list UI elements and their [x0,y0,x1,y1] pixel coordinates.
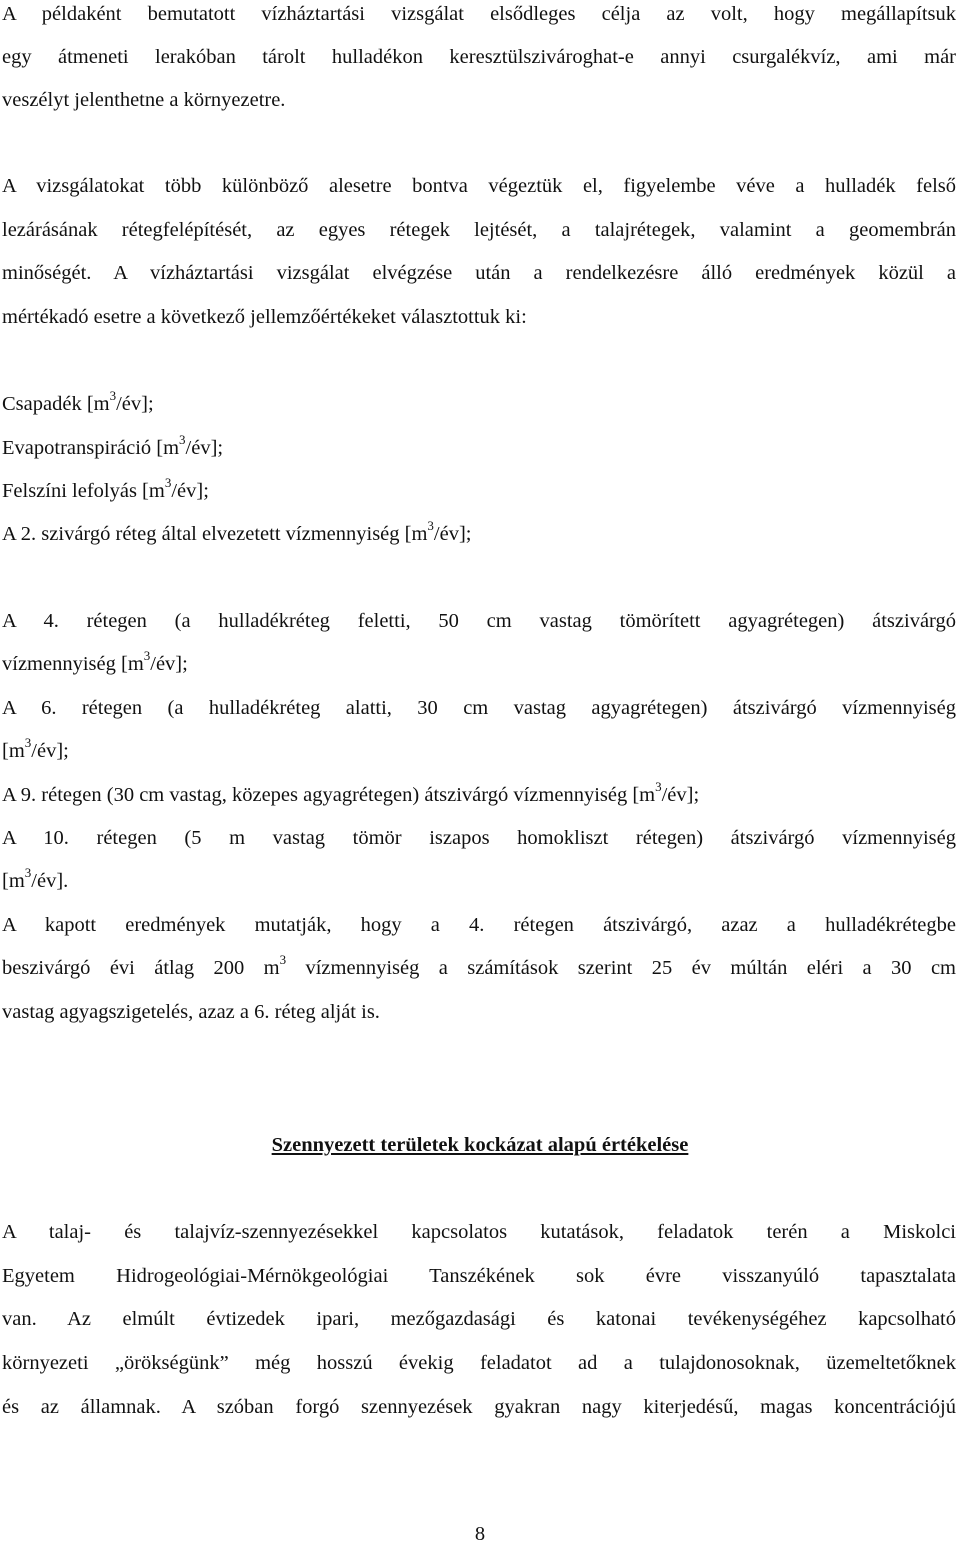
list-item-text: A 9. rétegen (30 cm vastag, közepes agyagrétegen) átszivárgó vízmennyiség [m [2,784,656,806]
list-item-unit: /év]; [116,393,154,415]
list-item-line [2,779,956,807]
paragraph-4-line-1: A talaj- és talajvíz-szennyezésekkel kapcsolatos kutatások, feladatok terén a Miskolci [2,1221,956,1243]
paragraph-4-line-2: Egyetem Hidrogeológiai-Mérnökgeológiai Tanszékének sok évre visszanyúló tapasztalata [2,1265,956,1287]
list-item-line: A 10. rétegen (5 m vastag tömör iszapos homokliszt rétegen) átszivárgó vízmennyiség [2,827,956,849]
paragraph-2-line-4: mértékadó esetre a következő jellemzőértékeket választottuk ki: [2,306,527,328]
superscript: 3 [24,865,32,881]
list-item-text: [m [2,870,25,892]
superscript: 3 [109,388,117,404]
superscript: 3 [164,475,172,491]
list-item-unit: /év]; [185,437,224,459]
paragraph-4-line-5: és az államnak. A szóban forgó szennyezések gyakran nagy kiterjedésű, magas koncentrációjú [2,1396,956,1418]
paragraph-3-line-2 [2,952,956,980]
paragraph-3-text-a: beszivárgó évi átlag 200 m [2,957,280,979]
paragraph-1-line-3: veszélyt jelenthetne a környezetre. [2,89,286,111]
superscript: 3 [143,648,151,664]
superscript: 3 [279,952,287,968]
list-item-line [2,648,956,676]
list-item-unit: /év]; [31,740,69,762]
list-item-line: A 4. rétegen (a hulladékréteg feletti, 50 cm vastag tömörített agyagrétegen) átszivárgó [2,610,956,632]
list-item-line: A 6. rétegen (a hulladékréteg alatti, 30 cm vastag agyagrétegen) átszivárgó vízmennyiség [2,697,956,719]
paragraph-1-line-2: egy átmeneti lerakóban tárolt hulladékon keresztülszivároghat-e annyi csurgalékvíz, ami már [2,46,956,68]
list-item-text: A 2. szivárgó réteg által elvezetett vízmennyiség [m [2,523,428,545]
paragraph-4-line-4: környezeti „örökségünk” még hosszú évekig feladatot ad a tulajdonosoknak, üzemeltetőknek [2,1352,956,1374]
list-item [2,432,956,460]
list-item [2,518,956,546]
list-item-unit: /év]; [150,653,188,675]
list-item-text: Felszíni lefolyás [m [2,480,165,502]
list-item-line [2,735,956,763]
list-item [2,388,956,416]
list-item-text: Csapadék [m [2,393,110,415]
superscript: 3 [179,432,186,448]
paragraph-2-line-3: minőségét. A vízháztartási vizsgálat elvégzése után a rendelkezésre álló eredmények közül a [2,262,956,284]
paragraph-3-text-b: vízmennyiség a számítások szerint 25 év múltán eléri a 30 cm [286,957,956,979]
list-item-text: [m [2,740,25,762]
list-item-line [2,865,956,893]
list-item-text: Evapotranspiráció [m [2,437,180,459]
list-item-text: vízmennyiség [m [2,653,144,675]
list-item-unit: /év]; [661,784,700,806]
page-number: 8 [474,1523,486,1545]
paragraph-2-line-2: lezárásának rétegfelépítését, az egyes rétegek lejtését, a talajrétegek, valamint a geomembrán [2,219,956,241]
list-item-unit: /év]; [433,523,472,545]
superscript: 3 [655,779,662,795]
list-item-unit: /év]; [171,480,209,502]
superscript: 3 [24,735,32,751]
paragraph-1-line-1: A példaként bemutatott vízháztartási vizsgálat elsődleges célja az volt, hogy megállapítsuk [2,3,956,25]
paragraph-3-line-1: A kapott eredmények mutatják, hogy a 4. rétegen átszivárgó, azaz a hulladékrétegbe [2,914,956,936]
list-item-unit: /év]. [31,870,69,892]
paragraph-4-line-3: van. Az elmúlt évtizedek ipari, mezőgazdasági és katonai tevékenységéhez kapcsolható [2,1308,956,1330]
section-heading: Szennyezett területek kockázat alapú értékelése [271,1134,689,1156]
superscript: 3 [427,518,434,534]
paragraph-3-line-3: vastag agyagszigetelés, azaz a 6. réteg alját is. [2,1001,380,1023]
paragraph-2-line-1: A vizsgálatokat több különböző alesetre bontva végeztük el, figyelembe véve a hulladék felső [2,175,956,197]
list-item [2,475,956,503]
